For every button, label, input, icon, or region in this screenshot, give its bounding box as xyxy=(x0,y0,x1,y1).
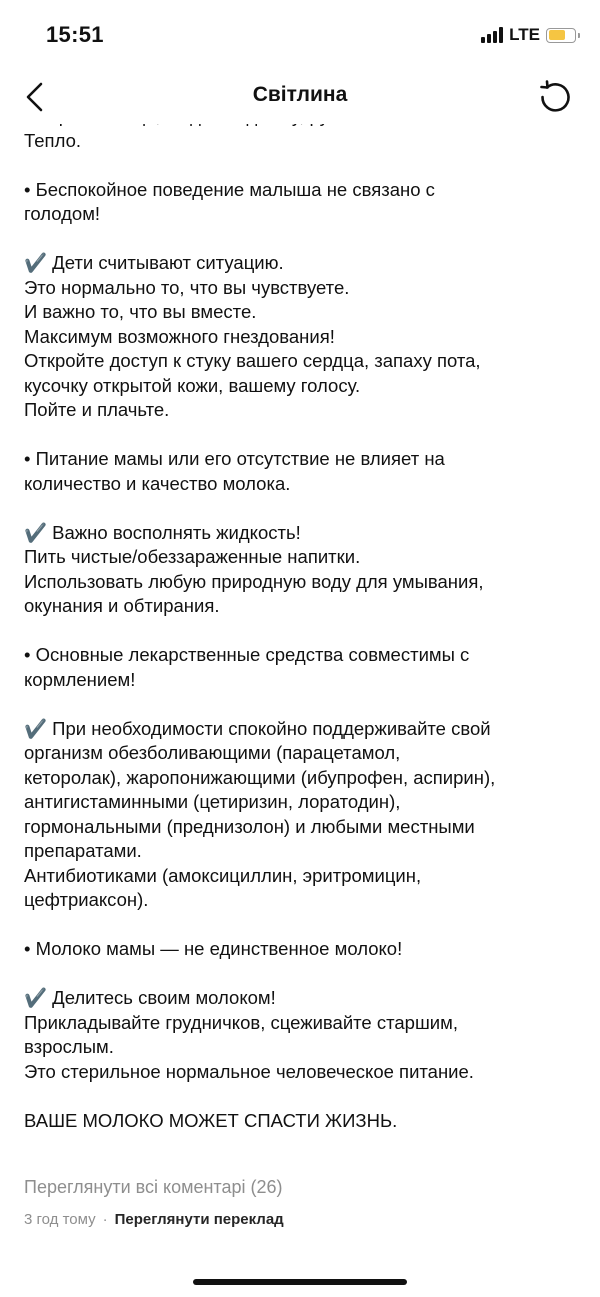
caption-line: организм обезболивающими (парацетамол, xyxy=(24,742,401,763)
caption-line: взрослым. xyxy=(24,1036,114,1057)
caption-line: антигистаминными (цетиризин, лоратодин), xyxy=(24,791,401,812)
refresh-button[interactable] xyxy=(534,76,576,118)
caption-line: ВАШЕ МОЛОКО МОЖЕТ СПАСТИ ЖИЗНЬ. xyxy=(24,1109,398,1131)
caption-line: цефтриаксон). xyxy=(24,889,149,910)
view-comments-link[interactable]: Переглянути всі коментарі (26) xyxy=(24,1177,283,1197)
caption-paragraph xyxy=(24,643,576,692)
caption-line: Антибиотиками (амоксициллин, эритромицин, xyxy=(24,864,422,886)
post-meta xyxy=(24,1211,284,1228)
home-indicator[interactable] xyxy=(193,1279,407,1285)
caption-paragraph xyxy=(24,937,576,962)
caption-line: кеторолак), жаропонижающими (ибупрофен, аспирин), xyxy=(24,766,496,788)
status-bar xyxy=(0,0,600,70)
navigation-bar xyxy=(0,70,600,124)
caption-line: Это нормально то, что вы чувствуете. xyxy=(24,276,350,298)
caption-line: Пить чистые/обеззараженные напитки. xyxy=(24,546,361,567)
caption-line: ✔️ Важно восполнять жидкость! xyxy=(24,521,301,543)
caption-line: Использовать любую природную воду для умывания, xyxy=(24,570,484,592)
caption-paragraph xyxy=(24,447,576,496)
signal-icon xyxy=(481,27,503,43)
caption-line: • Беспокойное поведение малыша не связано с xyxy=(24,178,435,200)
caption-line: ✔️ Делитесь своим молоком! xyxy=(24,987,276,1008)
caption-paragraph xyxy=(24,1109,576,1134)
caption-paragraph xyxy=(24,521,576,619)
meta-separator: · xyxy=(102,1211,108,1228)
caption-line: • Молоко мамы — не единственное молоко! xyxy=(24,938,403,959)
caption-line: Откройте доступ к стуку вашего сердца, запаху пота, xyxy=(24,350,481,371)
post-caption xyxy=(24,104,576,1158)
caption-line: Тепло. xyxy=(24,129,81,151)
caption-line: Пойте и плачьте. xyxy=(24,399,170,420)
caption-paragraph xyxy=(24,178,576,227)
refresh-icon xyxy=(538,80,572,114)
status-indicators xyxy=(481,25,576,45)
caption-paragraph xyxy=(24,717,576,913)
caption-line: Это стерильное нормальное человеческое питание. xyxy=(24,1060,474,1082)
caption-paragraph xyxy=(24,129,576,154)
status-time: 15:51 xyxy=(46,22,104,47)
post-time: 3 год тому xyxy=(24,1211,96,1228)
caption-line: Прикладывайте грудничков, сцеживайте старшим, xyxy=(24,1011,458,1033)
caption-line: препаратами. xyxy=(24,840,142,861)
caption-line: кусочку открытой кожи, вашему голосу. xyxy=(24,374,361,396)
view-translation-link[interactable]: Переглянути переклад xyxy=(114,1211,284,1228)
caption-line: ✔️ Дети считывают ситуацию. xyxy=(24,252,284,273)
caption-line: И важно то, что вы вместе. xyxy=(24,301,257,322)
caption-line: окунания и обтирания. xyxy=(24,595,220,616)
caption-line: голодом! xyxy=(24,203,101,224)
battery-icon xyxy=(546,28,576,43)
caption-line: Максимум возможного гнездования! xyxy=(24,325,335,347)
caption-line: ✔️ При необходимости спокойно поддерживайте свой xyxy=(24,717,491,739)
caption-line: количество и качество молока. xyxy=(24,472,291,494)
caption-paragraph xyxy=(24,251,576,423)
caption-line: • Основные лекарственные средства совместимы с xyxy=(24,644,470,665)
network-label: LTE xyxy=(509,25,540,44)
page-title: Світлина xyxy=(252,83,348,106)
caption-paragraph xyxy=(24,986,576,1084)
caption-line: кормлением! xyxy=(24,668,136,690)
caption-line: • Питание мамы или его отсутствие не влияет на xyxy=(24,448,445,469)
caption-line: гормональными (преднизолон) и любыми местными xyxy=(24,815,475,837)
post-content xyxy=(0,104,600,1264)
